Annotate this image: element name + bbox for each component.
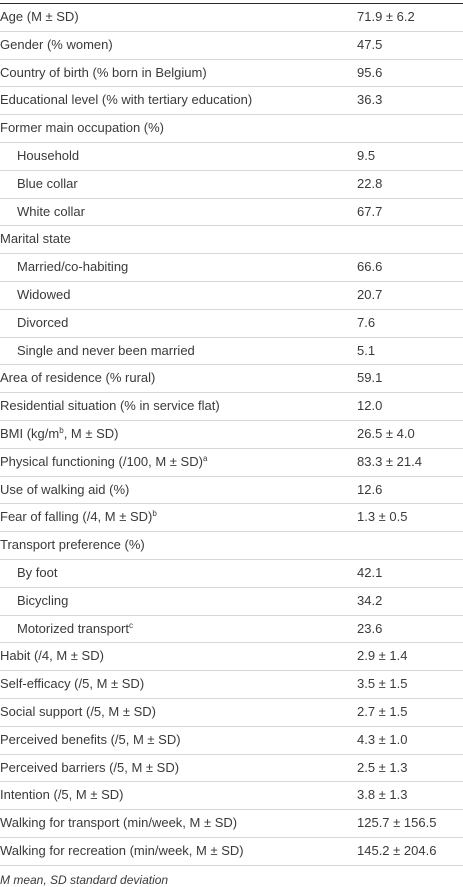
row-label	[0, 426, 119, 444]
row-value: 9.5	[357, 148, 376, 163]
row-value: 47.5	[357, 36, 383, 52]
row-label-text: Area of residence (% rural)	[0, 370, 156, 386]
row-label	[0, 732, 181, 748]
footnote-marker: b	[59, 426, 64, 435]
table-row	[0, 477, 463, 505]
row-value: 12.0	[357, 398, 383, 414]
table-row	[0, 282, 463, 310]
row-value: 2.7 ± 1.5	[357, 704, 408, 719]
table-row	[0, 588, 463, 616]
row-value: 36.3	[357, 92, 383, 108]
table-row	[0, 115, 463, 143]
row-label-text: Walking for transport (min/week, M ± SD)	[0, 815, 238, 831]
table-row	[0, 143, 463, 171]
row-label	[17, 287, 70, 303]
row-value: 4.3 ± 1.0	[357, 731, 408, 747]
row-value: 42.1	[357, 565, 383, 580]
footnote-marker: c	[129, 620, 133, 630]
row-label-text: Perceived benefits (/5, M ± SD)	[0, 731, 181, 747]
row-value: 3.5 ± 1.5	[357, 676, 408, 692]
row-value: 2.9 ± 1.4	[357, 648, 408, 664]
row-label-text: Walking for recreation (min/week, M ± SD)	[0, 843, 244, 858]
table-row	[0, 199, 463, 227]
table-row	[0, 449, 463, 477]
table-row	[0, 87, 463, 115]
row-value: 83.3 ± 21.4	[357, 453, 422, 469]
row-label-text: Social support (/5, M ± SD)	[0, 704, 156, 719]
row-value: 1.3 ± 0.5	[357, 509, 408, 525]
row-label	[0, 843, 244, 859]
table-row	[0, 810, 463, 838]
table-row	[0, 532, 463, 560]
table-row	[0, 310, 463, 338]
row-label-text: Motorized transport	[17, 620, 129, 636]
row-value: 7.6	[357, 314, 376, 330]
row-value: 3.8 ± 1.3	[357, 787, 408, 803]
row-label-text: Use of walking aid (%)	[0, 481, 130, 497]
row-label	[17, 148, 79, 164]
row-label	[0, 509, 157, 527]
row-label-text: Age (M ± SD)	[0, 9, 79, 24]
table-row	[0, 727, 463, 755]
table-row	[0, 4, 463, 32]
row-label	[17, 315, 68, 331]
row-label-text: Married/co-habiting	[17, 259, 129, 275]
row-value: 59.1	[357, 370, 383, 386]
table-row	[0, 393, 463, 421]
row-label-text: Former main occupation (%)	[0, 120, 164, 136]
row-label	[17, 204, 85, 220]
row-value: 66.6	[357, 259, 383, 275]
row-label	[0, 370, 155, 386]
row-value: 34.2	[357, 592, 383, 608]
row-label-text: Habit (/4, M ± SD)	[0, 648, 104, 664]
table-row	[0, 671, 463, 699]
row-label-text: Self-efficacy (/5, M ± SD)	[0, 676, 145, 692]
row-label-text: Single and never been married	[17, 342, 195, 358]
table-row	[0, 32, 463, 60]
row-label-text: Intention (/5, M ± SD)	[0, 787, 124, 803]
table-row	[0, 254, 463, 282]
row-label-text: Widowed	[17, 287, 71, 302]
table-row	[0, 699, 463, 727]
row-label	[17, 593, 68, 609]
row-label-text: Blue collar	[17, 175, 78, 191]
table-row	[0, 782, 463, 810]
row-label-text: BMI (kg/m	[0, 426, 60, 441]
row-label	[17, 259, 128, 275]
row-label-text: Residential situation (% in service flat)	[0, 398, 220, 414]
row-value: 145.2 ± 204.6	[357, 843, 437, 858]
row-value: 125.7 ± 156.5	[357, 815, 437, 831]
row-label	[0, 482, 129, 498]
table-footnote: M mean, SD standard deviation	[0, 873, 169, 887]
row-label-text-after: , M ± SD)	[63, 426, 119, 441]
row-label-text: Household	[17, 148, 80, 163]
row-label-text: Physical functioning (/100, M ± SD)	[0, 453, 203, 469]
footnote-marker: a	[202, 453, 208, 463]
row-value: 2.5 ± 1.3	[357, 759, 408, 775]
footnote-marker: b	[152, 509, 157, 519]
row-label-text: Marital state	[0, 231, 71, 247]
table-row	[0, 226, 463, 254]
row-label-text: Country of birth (% born in Belgium)	[0, 64, 207, 80]
table-row	[0, 365, 463, 393]
row-value: 71.9 ± 6.2	[357, 9, 415, 24]
row-value: 5.1	[357, 342, 376, 358]
row-label-text: Perceived barriers (/5, M ± SD)	[0, 759, 180, 775]
row-label	[0, 120, 164, 136]
table-row	[0, 421, 463, 449]
table-row	[0, 838, 463, 866]
row-label	[0, 37, 113, 53]
row-value: 95.6	[357, 64, 383, 80]
table-row	[0, 616, 463, 644]
row-label-text: White collar	[17, 203, 85, 219]
row-label-text: Transport preference (%)	[0, 537, 145, 553]
row-label	[17, 621, 133, 639]
row-label	[0, 231, 71, 247]
table-row	[0, 171, 463, 199]
row-label-text: Fear of falling (/4, M ± SD)	[0, 509, 153, 525]
row-value: 23.6	[357, 620, 383, 636]
row-value: 26.5 ± 4.0	[357, 426, 415, 441]
row-label	[0, 704, 156, 720]
row-label	[0, 537, 145, 553]
row-label	[0, 815, 237, 831]
row-value: 22.8	[357, 175, 383, 191]
row-label	[0, 787, 123, 803]
table-row	[0, 60, 463, 88]
table-row	[0, 504, 463, 532]
row-label-text: Bicycling	[17, 592, 69, 608]
row-label-text: By foot	[17, 565, 58, 580]
row-label-text: Gender (% women)	[0, 36, 113, 52]
table-row	[0, 755, 463, 783]
row-label	[17, 565, 57, 581]
row-label-text: Educational level (% with tertiary education)	[0, 92, 253, 108]
row-label	[0, 454, 207, 472]
row-label	[0, 92, 252, 108]
row-label	[0, 676, 144, 692]
row-label	[0, 9, 79, 25]
row-value: 20.7	[357, 287, 383, 302]
row-label	[17, 343, 195, 359]
table-row	[0, 338, 463, 366]
table-row	[0, 643, 463, 671]
row-label	[0, 398, 220, 414]
row-label-text: Divorced	[17, 314, 69, 330]
row-label	[17, 176, 78, 192]
row-value: 12.6	[357, 481, 383, 497]
row-label	[0, 648, 104, 664]
row-label	[0, 65, 207, 81]
row-label	[0, 760, 179, 776]
row-value: 67.7	[357, 203, 383, 219]
table-row	[0, 560, 463, 588]
